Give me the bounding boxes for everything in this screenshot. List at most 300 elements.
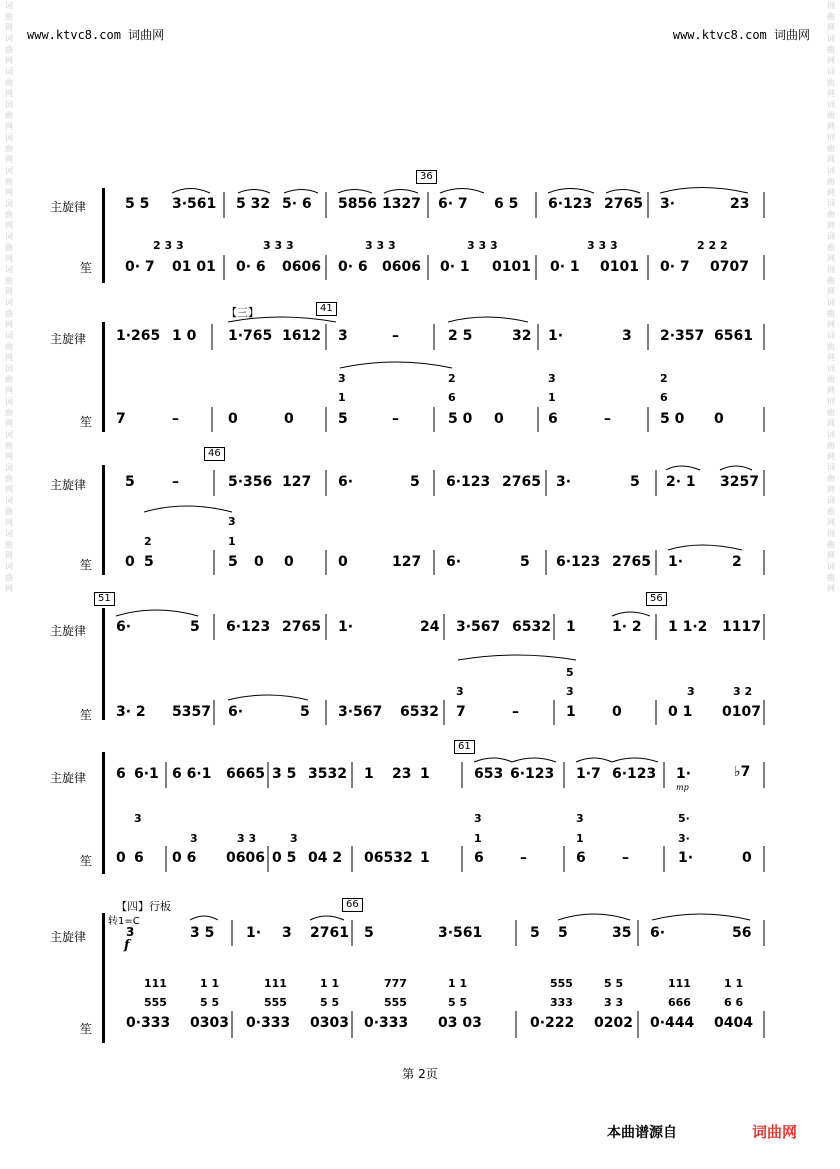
- side-watermark-char: 词: [5, 166, 13, 175]
- side-watermark-char: 曲: [827, 342, 835, 351]
- header-right-url: www.ktvc8.com 词曲网: [672, 28, 810, 42]
- sheng-note: 5: [144, 554, 154, 570]
- side-watermark-char: 词: [5, 34, 13, 43]
- sheng-chord-tone: 2: [144, 535, 152, 548]
- sheng-note: 0·333: [246, 1015, 291, 1031]
- side-watermark-char: 网: [5, 89, 13, 98]
- melody-note: 1117: [722, 619, 761, 635]
- sheng-chord-tone: 3 2: [733, 685, 753, 698]
- side-watermark-char: 曲: [827, 111, 835, 120]
- sheng-note: 0: [612, 704, 622, 720]
- sheng-chord-tone: 111: [668, 977, 691, 990]
- melody-note: 6·123: [612, 766, 657, 782]
- sheng-chord-tone: 3 3 3: [263, 239, 294, 252]
- melody-note: 6·: [116, 619, 132, 635]
- side-watermark-char: 曲: [5, 474, 13, 483]
- melody-note: 6: [116, 766, 126, 782]
- side-watermark-char: 词: [827, 562, 835, 571]
- melody-note: 1·: [338, 619, 354, 635]
- side-watermark-char: 曲: [827, 78, 835, 87]
- side-watermark-char: 曲: [827, 408, 835, 417]
- sheng-chord-tone: 3 3 3: [365, 239, 396, 252]
- side-watermark-char: 曲: [5, 441, 13, 450]
- sheng-chord-tone: 111: [264, 977, 287, 990]
- side-watermark-char: 网: [827, 155, 835, 164]
- melody-note: 1·7: [576, 766, 601, 782]
- sheng-chord-tone: 2: [660, 372, 668, 385]
- sheng-note: 0: [254, 554, 264, 570]
- sheng-note: 0303: [310, 1015, 349, 1031]
- melody-note: 5: [630, 474, 640, 490]
- side-watermark-char: 词: [5, 199, 13, 208]
- side-watermark-char: 词: [827, 133, 835, 142]
- side-watermark-char: 网: [5, 584, 13, 593]
- side-watermark-char: 词: [827, 232, 835, 241]
- sheng-note: 0·333: [126, 1015, 171, 1031]
- melody-note: 6·1: [134, 766, 159, 782]
- side-watermark-char: 网: [5, 518, 13, 527]
- melody-note: 3·: [556, 474, 572, 490]
- sheng-chord-tone: 3: [134, 812, 142, 825]
- sheng-chord-tone: 555: [144, 996, 167, 1009]
- side-watermark-char: 网: [5, 254, 13, 263]
- sheng-chord-tone: 6: [448, 391, 456, 404]
- sheng-note: 0 6: [172, 850, 197, 866]
- rehearsal-mark-41: 41: [316, 302, 337, 316]
- side-watermark-char: 曲: [827, 474, 835, 483]
- sheng-note: 5: [228, 554, 238, 570]
- side-watermark-char: 曲: [5, 177, 13, 186]
- sheng-chord-tone: 5·: [678, 812, 690, 825]
- melody-note: 32: [512, 328, 532, 344]
- side-watermark-char: 词: [5, 331, 13, 340]
- sheng-note: 1: [420, 850, 430, 866]
- side-watermark-char: 网: [5, 353, 13, 362]
- staff-label-melody: 主旋律: [50, 624, 87, 638]
- side-watermark-char: 网: [827, 320, 835, 329]
- sheng-note: 6: [474, 850, 484, 866]
- melody-note: 6·123: [548, 196, 593, 212]
- sheng-chord-tone: 3: [190, 832, 198, 845]
- side-watermark-char: 网: [827, 452, 835, 461]
- header-left-url: www.ktvc8.com 词曲网: [27, 28, 165, 42]
- sheng-chord-tone: 3: [456, 685, 464, 698]
- side-watermark-char: 网: [5, 551, 13, 560]
- melody-note: 3: [282, 925, 292, 941]
- sheng-note: 0: [742, 850, 752, 866]
- sheng-note: 5: [338, 411, 348, 427]
- sheng-note: 0707: [710, 259, 749, 275]
- sheng-note: 5357: [172, 704, 211, 720]
- side-watermark-char: 网: [5, 23, 13, 32]
- melody-note: 6· 7: [438, 196, 468, 212]
- melody-note: 5: [125, 474, 135, 490]
- sheng-chord-tone: 3: [576, 812, 584, 825]
- melody-note: 23: [392, 766, 412, 782]
- side-watermark-char: 曲: [827, 375, 835, 384]
- melody-note: 3532: [308, 766, 347, 782]
- sheng-note: 0: [494, 411, 504, 427]
- sheng-note: 5 0: [448, 411, 473, 427]
- melody-note: 35: [612, 925, 632, 941]
- melody-note: 6 5: [494, 196, 519, 212]
- melody-note: 1612: [282, 328, 321, 344]
- sheng-note: 0· 6: [338, 259, 368, 275]
- side-watermark-char: 网: [827, 485, 835, 494]
- staff-label-sheng: 笙: [80, 261, 93, 275]
- side-watermark-char: 词: [827, 463, 835, 472]
- side-watermark-char: 词: [827, 199, 835, 208]
- melody-note: 5: [530, 925, 540, 941]
- melody-note: 5: [410, 474, 420, 490]
- side-watermark-char: 网: [5, 122, 13, 131]
- sheng-note: 127: [392, 554, 422, 570]
- sheng-chord-tone: 555: [550, 977, 573, 990]
- rehearsal-mark-51: 51: [94, 592, 115, 606]
- side-watermark-char: 曲: [827, 45, 835, 54]
- rehearsal-mark-46: 46: [204, 447, 225, 461]
- sheng-note: 01 01: [172, 259, 216, 275]
- side-watermark-char: 网: [5, 320, 13, 329]
- staff-label-melody: 主旋律: [50, 771, 87, 785]
- sheng-note: –: [512, 704, 519, 720]
- side-watermark-char: 网: [5, 155, 13, 164]
- side-watermark-char: 网: [827, 353, 835, 362]
- melody-note: 6·123: [510, 766, 555, 782]
- sheng-chord-tone: 3 3: [604, 996, 624, 1009]
- sheng-chord-tone: 5 5: [448, 996, 468, 1009]
- melody-note: 5: [364, 925, 374, 941]
- sheng-chord-tone: 111: [144, 977, 167, 990]
- side-watermark-char: 曲: [827, 276, 835, 285]
- sheng-chord-tone: 3 3 3: [587, 239, 618, 252]
- side-watermark-char: 词: [5, 562, 13, 571]
- side-watermark-char: 网: [827, 23, 835, 32]
- side-watermark-char: 词: [827, 34, 835, 43]
- melody-note: 3 5: [190, 925, 215, 941]
- melody-note: 1·: [548, 328, 564, 344]
- melody-note: 5 5: [125, 196, 150, 212]
- side-watermark-char: 网: [827, 551, 835, 560]
- rehearsal-mark-61: 61: [454, 740, 475, 754]
- melody-note: 5: [190, 619, 200, 635]
- sheng-chord-tone: 1 1: [200, 977, 220, 990]
- sheng-note: 7: [116, 411, 126, 427]
- melody-note: 3·561: [172, 196, 217, 212]
- melody-note: 6·123: [446, 474, 491, 490]
- sheng-note: 0: [338, 554, 348, 570]
- sheng-chord-tone: 1 1: [724, 977, 744, 990]
- sheng-note: –: [520, 850, 527, 866]
- site-logo: 词曲网: [752, 1123, 798, 1141]
- side-watermark-char: 曲: [5, 573, 13, 582]
- side-watermark-char: 曲: [5, 375, 13, 384]
- sheng-chord-tone: 666: [668, 996, 691, 1009]
- side-watermark-char: 网: [827, 89, 835, 98]
- sheng-note: 0606: [282, 259, 321, 275]
- melody-note: 6 6·1: [172, 766, 212, 782]
- melody-note: 3·: [660, 196, 676, 212]
- side-watermark-char: 曲: [827, 540, 835, 549]
- sheng-chord-tone: 6 6: [724, 996, 744, 1009]
- sheng-note: 0 1: [668, 704, 693, 720]
- sheng-note: 03 03: [438, 1015, 482, 1031]
- melody-note: 2765: [502, 474, 541, 490]
- side-watermark-char: 词: [5, 67, 13, 76]
- key-change: 转1=C: [108, 916, 140, 927]
- side-watermark-char: 词: [5, 430, 13, 439]
- side-watermark-char: 网: [5, 188, 13, 197]
- melody-note: 2 5: [448, 328, 473, 344]
- sheng-note: 7: [456, 704, 466, 720]
- melody-note: 6·: [650, 925, 666, 941]
- sheng-note: 6·: [446, 554, 462, 570]
- sheng-note: 0101: [492, 259, 531, 275]
- side-watermark-char: 词: [827, 397, 835, 406]
- side-watermark-char: 词: [827, 1, 835, 10]
- sheng-note: 0: [125, 554, 135, 570]
- melody-note: 5·356: [228, 474, 273, 490]
- melody-note: 3·567: [456, 619, 501, 635]
- sheng-chord-tone: 1: [338, 391, 346, 404]
- sheng-note: 6532: [400, 704, 439, 720]
- staff-label-melody: 主旋律: [50, 478, 87, 492]
- side-watermark-char: 曲: [827, 441, 835, 450]
- side-watermark-char: 曲: [5, 144, 13, 153]
- sheng-chord-tone: 1: [576, 832, 584, 845]
- rehearsal-mark-36: 36: [416, 170, 437, 184]
- side-watermark-char: 词: [827, 265, 835, 274]
- side-watermark-char: 曲: [5, 78, 13, 87]
- side-watermark-char: 曲: [5, 540, 13, 549]
- sheng-note: 3· 2: [116, 704, 146, 720]
- side-watermark-char: 网: [827, 287, 835, 296]
- dynamic-f: f: [124, 938, 130, 953]
- sheng-note: 04 2: [308, 850, 343, 866]
- sheng-note: 0606: [226, 850, 265, 866]
- melody-note: 2·357: [660, 328, 705, 344]
- sheng-chord-tone: 555: [264, 996, 287, 1009]
- side-watermark-char: 词: [827, 529, 835, 538]
- side-watermark-char: 词: [827, 100, 835, 109]
- sheng-chord-tone: 3: [474, 812, 482, 825]
- melody-note: 5 32: [236, 196, 271, 212]
- side-watermark-char: 词: [5, 397, 13, 406]
- sheng-note: 0107: [722, 704, 761, 720]
- side-watermark-char: 网: [5, 452, 13, 461]
- side-watermark-char: 曲: [827, 573, 835, 582]
- staff-label-sheng: 笙: [80, 558, 93, 572]
- sheng-chord-tone: 333: [550, 996, 573, 1009]
- sheng-chord-tone: 5 5: [320, 996, 340, 1009]
- melody-note: 1·: [246, 925, 262, 941]
- side-watermark-char: 曲: [827, 177, 835, 186]
- sheng-note: 6: [134, 850, 144, 866]
- time-signature: 3: [126, 925, 135, 939]
- melody-note: 1· 2: [612, 619, 642, 635]
- side-watermark-char: 曲: [827, 210, 835, 219]
- sheng-note: –: [392, 411, 399, 427]
- sheng-note: 0: [284, 554, 294, 570]
- sheng-note: 0·444: [650, 1015, 695, 1031]
- sheng-chord-tone: 5 5: [604, 977, 624, 990]
- section-mark-3: 【三】: [226, 306, 259, 319]
- side-watermark-char: 曲: [827, 12, 835, 21]
- side-watermark-char: 曲: [827, 507, 835, 516]
- side-watermark-char: 网: [827, 518, 835, 527]
- sheng-chord-tone: 1: [548, 391, 556, 404]
- melody-note: 5· 6: [282, 196, 312, 212]
- melody-note: 56: [732, 925, 752, 941]
- melody-note: 127: [282, 474, 312, 490]
- sheng-note: 0: [228, 411, 238, 427]
- melody-note: 3·561: [438, 925, 483, 941]
- side-watermark-char: 词: [827, 331, 835, 340]
- melody-note: 3: [338, 328, 348, 344]
- side-watermark-char: 网: [827, 419, 835, 428]
- melody-note: –: [172, 474, 179, 490]
- side-watermark-char: 曲: [5, 111, 13, 120]
- side-watermark-char: 曲: [5, 408, 13, 417]
- side-watermark-char: 曲: [5, 45, 13, 54]
- sheng-note: –: [172, 411, 179, 427]
- melody-note: 6·: [338, 474, 354, 490]
- sheng-note: 6·123: [556, 554, 601, 570]
- sheng-chord-tone: 3·: [678, 832, 690, 845]
- sheng-note: 0· 7: [660, 259, 690, 275]
- side-watermark-char: 曲: [827, 144, 835, 153]
- sheng-note: 0 5: [272, 850, 297, 866]
- side-watermark-char: 网: [5, 56, 13, 65]
- side-watermark-char: 网: [827, 221, 835, 230]
- melody-note: 1: [566, 619, 576, 635]
- sheng-chord-tone: 3: [338, 372, 346, 385]
- sheng-note: 5 0: [660, 411, 685, 427]
- melody-note: 2765: [604, 196, 643, 212]
- page-number: 第 2页: [402, 1067, 438, 1081]
- side-watermark-char: 网: [827, 386, 835, 395]
- sheng-note: 6: [576, 850, 586, 866]
- side-watermark-char: 词: [827, 430, 835, 439]
- rehearsal-mark-66: 66: [342, 898, 363, 912]
- sheng-note: 0· 1: [550, 259, 580, 275]
- sheng-chord-tone: 5: [566, 666, 574, 679]
- sheng-note: 1·: [678, 850, 694, 866]
- staff-label-melody: 主旋律: [50, 930, 87, 944]
- sheng-chord-tone: 2: [448, 372, 456, 385]
- sheng-note: 0· 1: [440, 259, 470, 275]
- sheng-chord-tone: 3: [687, 685, 695, 698]
- side-watermark-char: 词: [5, 364, 13, 373]
- sheng-note: 0202: [594, 1015, 633, 1031]
- side-watermark-char: 网: [827, 254, 835, 263]
- side-watermark-char: 网: [5, 419, 13, 428]
- melody-note: 3 5: [272, 766, 297, 782]
- sheng-note: 1: [566, 704, 576, 720]
- side-watermark-char: 网: [827, 122, 835, 131]
- sheng-note: 0404: [714, 1015, 753, 1031]
- sheng-chord-tone: 3: [228, 515, 236, 528]
- sheng-note: 0: [284, 411, 294, 427]
- side-watermark-char: 曲: [5, 507, 13, 516]
- melody-note: 6561: [714, 328, 753, 344]
- sheng-note: 0606: [382, 259, 421, 275]
- sheng-chord-tone: 555: [384, 996, 407, 1009]
- sheng-note: 0·222: [530, 1015, 575, 1031]
- melody-note: 1·265: [116, 328, 161, 344]
- sheng-chord-tone: 3: [566, 685, 574, 698]
- sheng-chord-tone: 3: [548, 372, 556, 385]
- sheng-note: 0· 6: [236, 259, 266, 275]
- sheng-note: 1·: [668, 554, 684, 570]
- sheng-note: 6·: [228, 704, 244, 720]
- melody-note: 1 1·2: [668, 619, 708, 635]
- side-watermark-char: 词: [827, 298, 835, 307]
- side-watermark-char: 词: [5, 463, 13, 472]
- rehearsal-mark-56: 56: [646, 592, 667, 606]
- dynamic-mp: mp: [676, 783, 689, 792]
- side-watermark-char: 词: [827, 67, 835, 76]
- melody-note: ♭7: [734, 764, 751, 780]
- side-watermark-char: 网: [5, 221, 13, 230]
- staff-label-sheng: 笙: [80, 854, 93, 868]
- side-watermark-char: 曲: [5, 342, 13, 351]
- sheng-note: 5: [520, 554, 530, 570]
- sheng-note: 2765: [612, 554, 651, 570]
- staff-label-melody: 主旋律: [50, 332, 87, 346]
- sheng-note: 0101: [600, 259, 639, 275]
- side-watermark-char: 词: [5, 529, 13, 538]
- melody-note: –: [392, 328, 399, 344]
- sheng-chord-tone: 777: [384, 977, 407, 990]
- sheng-chord-tone: 5 5: [200, 996, 220, 1009]
- melody-note: 2· 1: [666, 474, 696, 490]
- side-watermark-char: 曲: [827, 243, 835, 252]
- sheng-chord-tone: 3 3: [237, 832, 257, 845]
- side-watermark-char: 词: [827, 364, 835, 373]
- sheng-chord-tone: 1 1: [448, 977, 468, 990]
- sheng-chord-tone: 1: [228, 535, 236, 548]
- side-watermark-char: 词: [5, 265, 13, 274]
- sheng-chord-tone: 1: [474, 832, 482, 845]
- melody-note: 6665: [226, 766, 265, 782]
- melody-note: 1: [420, 766, 430, 782]
- melody-note: 6532: [512, 619, 551, 635]
- sheng-note: 2: [732, 554, 742, 570]
- sheng-note: 0· 7: [125, 259, 155, 275]
- side-watermark-char: 曲: [5, 12, 13, 21]
- melody-note: 653: [474, 766, 504, 782]
- side-watermark-char: 网: [827, 584, 835, 593]
- melody-note: 2765: [282, 619, 321, 635]
- side-watermark-char: 曲: [5, 210, 13, 219]
- sheng-chord-tone: 3: [290, 832, 298, 845]
- melody-note: 2761: [310, 925, 349, 941]
- section-mark-4: 【四】行板: [116, 900, 171, 913]
- sheng-chord-tone: 2 2 2: [697, 239, 728, 252]
- source-label: 本曲谱源自: [607, 1125, 677, 1141]
- side-watermark-char: 词: [5, 1, 13, 10]
- staff-label-sheng: 笙: [80, 708, 93, 722]
- sheng-note: 3·567: [338, 704, 383, 720]
- sheng-chord-tone: 3 3 3: [467, 239, 498, 252]
- side-watermark-char: 曲: [827, 309, 835, 318]
- sheng-note: 0: [116, 850, 126, 866]
- melody-note: 1·: [676, 766, 692, 782]
- sheng-note: 0: [714, 411, 724, 427]
- melody-note: 1327: [382, 196, 421, 212]
- sheng-chord-tone: 1 1: [320, 977, 340, 990]
